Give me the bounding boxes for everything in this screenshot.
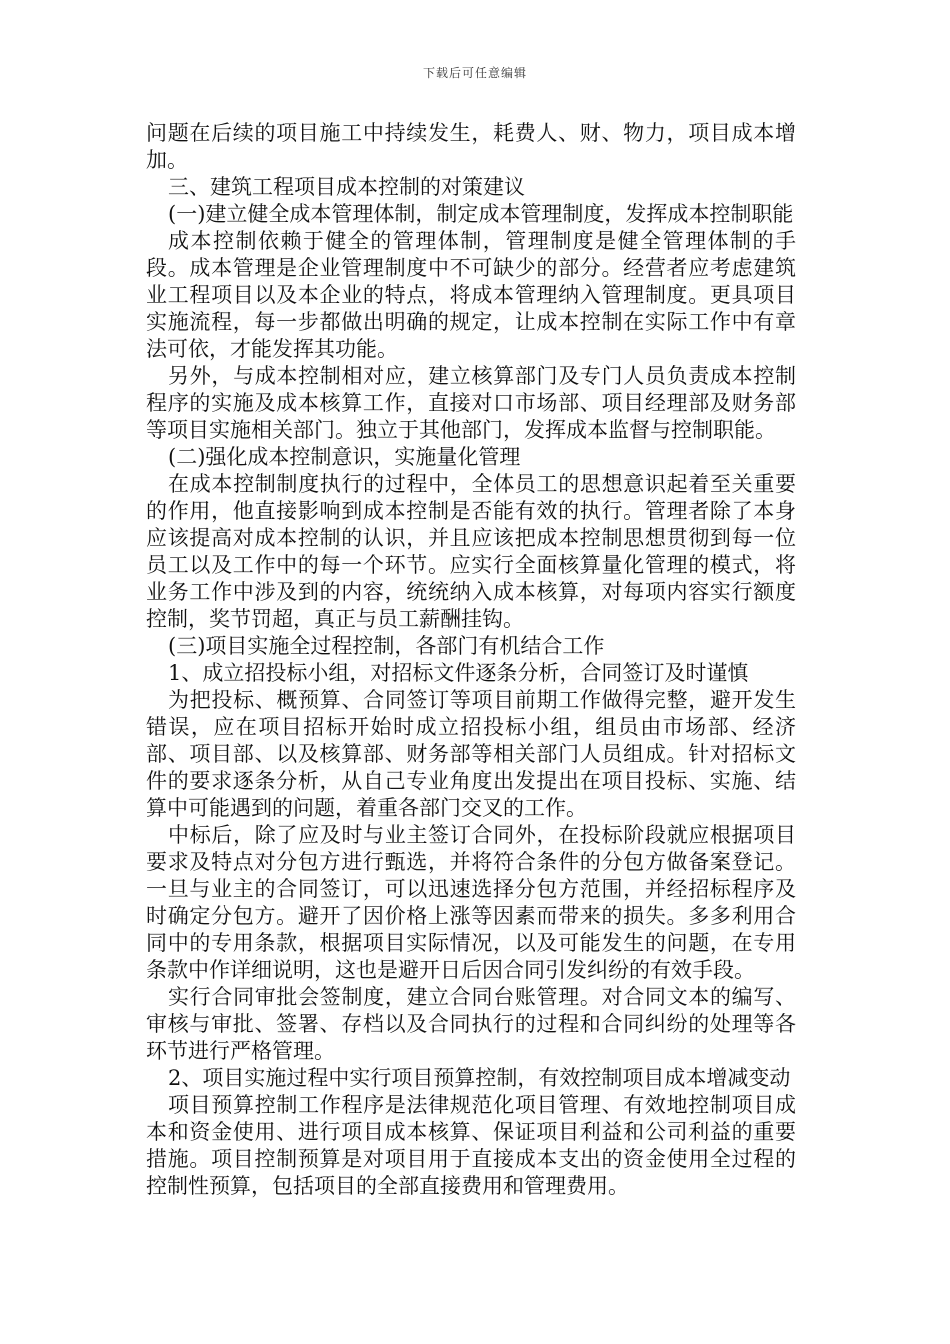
paragraph-3: 另外，与成本控制相对应，建立核算部门及专门人员负责成本控制程序的实施及成本核算工作，直接对口市场部、项目经理部及财务部等项目实施相关部门。独立于其他部门，发挥成本监督与控制职能。: [146, 364, 796, 442]
paragraph-7: 实行合同审批会签制度，建立合同台账管理。对合同文本的编写、审核与审批、签署、存档以及合同执行的过程和合同纠纷的处理等各环节进行严格管理。: [146, 985, 796, 1063]
paragraph-8: 项目预算控制工作程序是法律规范化项目管理、有效地控制项目成本和资金使用、进行项目成本核算、保证项目利益和公司利益的重要措施。项目控制预算是对项目用于直接成本支出的资金使用全过程的控制性预算，包括项目的全部直接费用和管理费用。: [146, 1093, 796, 1198]
paragraph-1: 问题在后续的项目施工中持续发生，耗费人、财、物力，项目成本增加。: [146, 121, 796, 172]
subsection-heading-2: (二)强化成本控制意识，实施量化管理: [168, 445, 521, 469]
page-header: 下载后可任意编辑: [422, 66, 527, 80]
document-body: [146, 120, 796, 1200]
subsection-heading-1: (一)建立健全成本管理体制，制定成本管理制度，发挥成本控制职能: [168, 202, 794, 226]
subsection-heading-3: (三)项目实施全过程控制，各部门有机结合工作: [168, 634, 605, 658]
item-heading-1: 1、成立招投标小组，对招标文件逐条分析，合同签订及时谨慎: [168, 661, 749, 685]
section-heading-3: 三、建筑工程项目成本控制的对策建议: [168, 175, 526, 199]
paragraph-5: 为把投标、概预算、合同签订等项目前期工作做得完整，避开发生错误，应在项目招标开始时成立招投标小组，组员由市场部、经济部、项目部、以及核算部、财务部等相关部门人员组成。针对招标文件的要求逐条分析，从自己专业角度出发提出在项目投标、实施、结算中可能遇到的问题，着重各部门交叉的工作。: [146, 688, 796, 820]
item-heading-2: 2、项目实施过程中实行项目预算控制，有效控制项目成本增减变动: [168, 1066, 791, 1090]
paragraph-2: 成本控制依赖于健全的管理体制，管理制度是健全管理体制的手段。成本管理是企业管理制度中不可缺少的部分。经营者应考虑建筑业工程项目以及本企业的特点，将成本管理纳入管理制度。更具项目实施流程，每一步都做出明确的规定，让成本控制在实际工作中有章法可依，才能发挥其功能。: [146, 229, 796, 361]
paragraph-4: 在成本控制制度执行的过程中，全体员工的思想意识起着至关重要的作用，他直接影响到成本控制是否能有效的执行。管理者除了本身应该提高对成本控制的认识，并且应该把成本控制思想贯彻到每一位员工以及工作中的每一个环节。应实行全面核算量化管理的模式，将业务工作中涉及到的内容，统统纳入成本核算，对每项内容实行额度控制，奖节罚超，真正与员工薪酬挂钩。: [146, 472, 796, 631]
paragraph-6: 中标后，除了应及时与业主签订合同外，在投标阶段就应根据项目要求及特点对分包方进行甄选，并将符合条件的分包方做备案登记。一旦与业主的合同签订，可以迅速选择分包方范围，并经招标程序及时确定分包方。避开了因价格上涨等因素而带来的损失。多多利用合同中的专用条款，根据项目实际情况，以及可能发生的问题，在专用条款中作详细说明，这也是避开日后因合同引发纠纷的有效手段。: [146, 823, 796, 982]
